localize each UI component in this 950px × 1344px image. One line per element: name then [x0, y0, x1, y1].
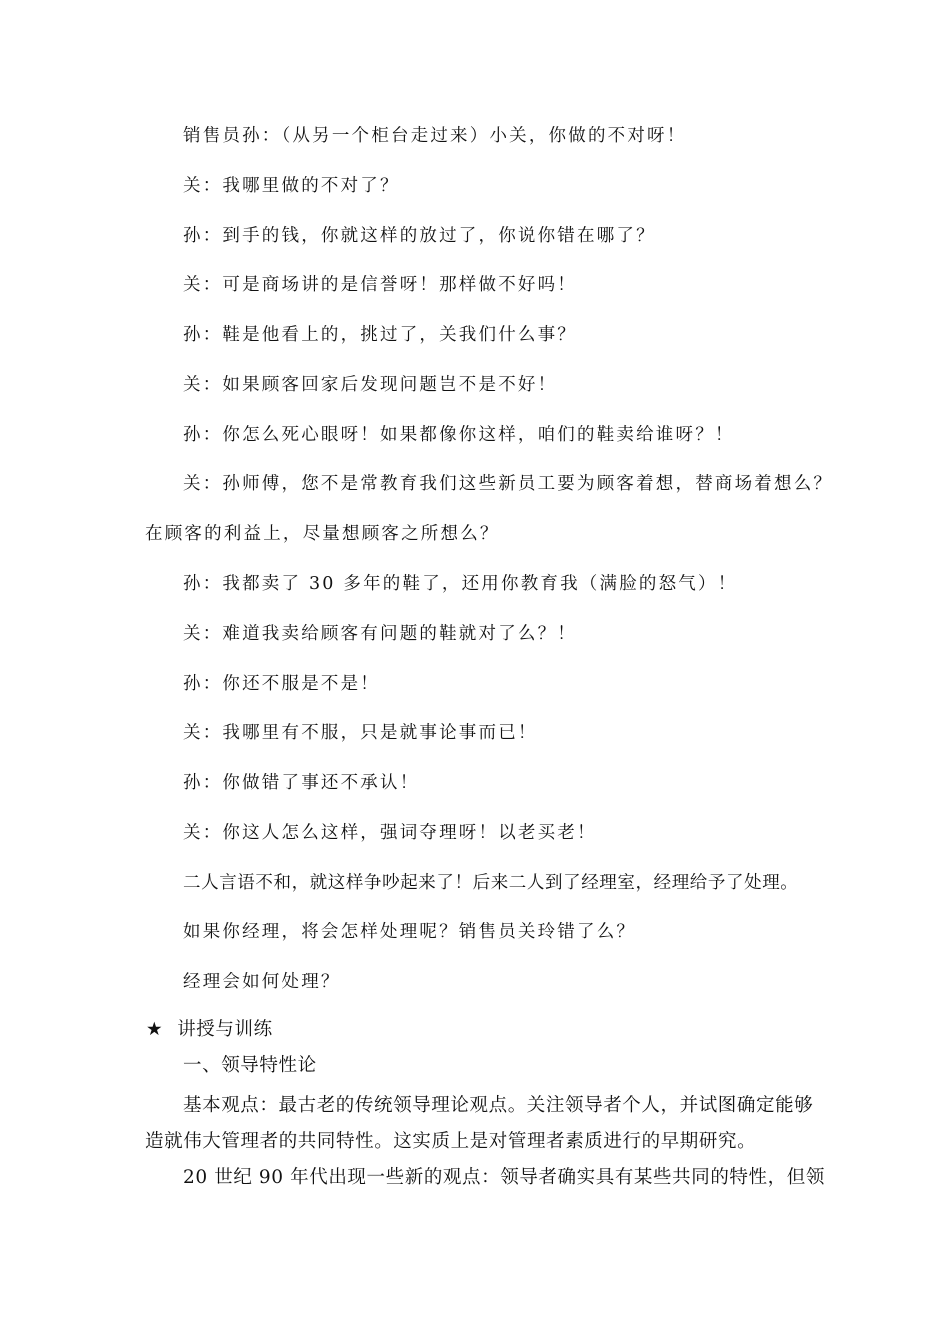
question-line: 如果你经理，将会怎样处理呢？销售员关玲错了么？ [183, 922, 637, 942]
star-icon: ★ [146, 1019, 164, 1040]
dialogue-line: 关：你这人怎么这样，强词夺理呀！以老买老！ [183, 823, 597, 843]
dialogue-line: 关：我哪里有不服，只是就事论事而已！ [183, 723, 538, 743]
dialogue-line: 关：我哪里做的不对了？ [183, 176, 400, 196]
dialogue-line: 孙：你还不服是不是！ [183, 674, 380, 694]
body-paragraph-line: 基本观点：最古老的传统领导理论观点。关注领导者个人，并试图确定能够 [183, 1095, 814, 1116]
section-subheading: 一、领导特性论 [183, 1055, 317, 1076]
body-paragraph-line: 20 世纪 90 年代出现一些新的观点：领导者确实具有某些共同的特性，但领 [183, 1167, 825, 1188]
dialogue-line: 孙：我都卖了 30 多年的鞋了，还用你教育我（满脸的怒气）！ [183, 574, 738, 594]
dialogue-line: 关：可是商场讲的是信誉呀！那样做不好吗！ [183, 275, 577, 295]
dialogue-line: 关：难道我卖给顾客有问题的鞋就对了么？！ [183, 624, 577, 644]
dialogue-line: 销售员孙：（从另一个柜台走过来）小关，你做的不对呀！ [183, 126, 687, 146]
dialogue-line: 孙：你做错了事还不承认！ [183, 773, 420, 793]
body-paragraph-line: 造就伟大管理者的共同特性。这实质上是对管理者素质进行的早期研究。 [145, 1131, 757, 1152]
question-line: 经理会如何处理？ [183, 972, 341, 992]
dialogue-line-continued: 在顾客的利益上，尽量想顾客之所想么？ [145, 524, 500, 544]
dialogue-line: 关：孙师傅，您不是常教育我们这些新员工要为顾客着想，替商场着想么？ [183, 474, 834, 494]
section-heading-text: 讲授与训练 [177, 1019, 273, 1040]
section-heading [146, 1018, 273, 1042]
dialogue-line: 关：如果顾客回家后发现问题岂不是不好！ [183, 375, 558, 395]
dialogue-line: 孙：到手的钱，你就这样的放过了，你说你错在哪了？ [183, 226, 656, 246]
dialogue-line: 孙：鞋是他看上的，挑过了，关我们什么事？ [183, 325, 577, 345]
dialogue-line: 孙：你怎么死心眼呀！如果都像你这样，咱们的鞋卖给谁呀？！ [183, 425, 735, 445]
narration-line: 二人言语不和，就这样争吵起来了！后来二人到了经理室，经理给予了处理。 [183, 873, 799, 893]
